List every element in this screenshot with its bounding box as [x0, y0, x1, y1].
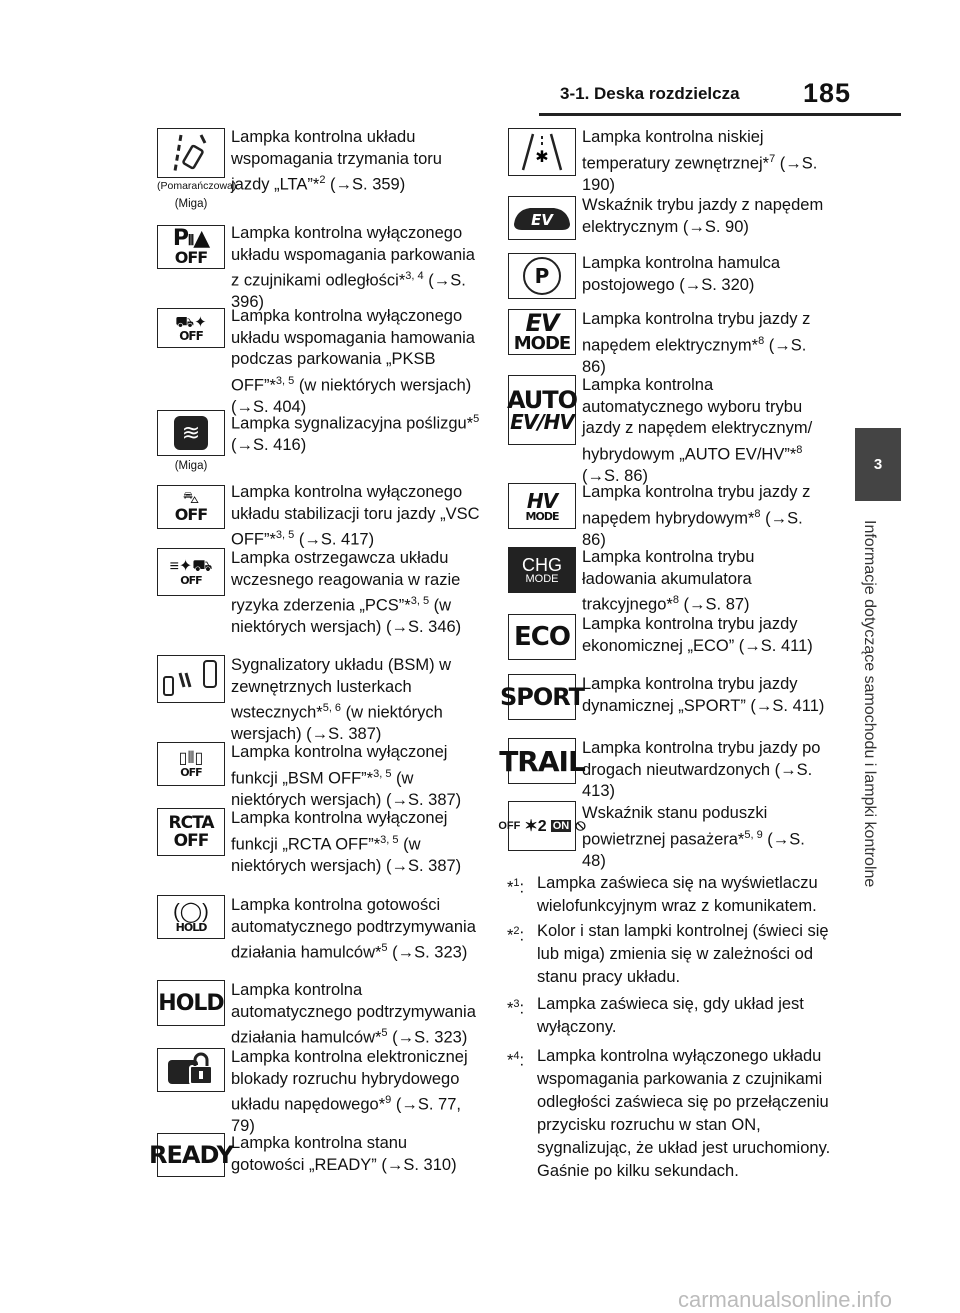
right-indicator-description: Lampka kontrolna trybu jazdy z napędem elektrycznym*$^8$ (→S. 86)	[582, 310, 811, 376]
vsc-off-icon: ⛍ OFF	[157, 485, 225, 529]
footnote-text: Lampka zaświeca się na wyświetlaczu wielofunkcyjnym wraz z komunikatem.	[537, 874, 818, 915]
left-indicator-description: Lampka kontrolna wyłączonej funkcji „RCTA OFF”*$^{3, 5}$ (w niektórych wersjach) (→S. 387)	[231, 809, 462, 875]
ready-icon: READY	[157, 1133, 225, 1177]
right-indicator-description: Lampka kontrolna trybu jazdy dynamicznej „SPORT” (→S. 411)	[582, 675, 825, 715]
right-indicator-description: Lampka kontrolna automatycznego wyboru trybu jazdy z napędem elektrycznym/ hybrydowym „AUTO EV/HV”*$^8$ (→S. 86)	[582, 376, 813, 485]
left-indicator-description: Lampka ostrzegawcza układu wczesnego reagowania w razie ryzyka zderzenia „PCS”*$^{3, 5}$ (w niektórych wersjach) (→S. 346)	[231, 549, 462, 636]
auto-ev-hv-icon: AUTO EV/HV	[508, 375, 576, 445]
slip-icon: ≋	[157, 410, 225, 456]
color-note: (Pomarańczowa)	[157, 180, 237, 192]
header-rule	[539, 113, 901, 116]
hold-ready-icon: (◯) HOLD	[157, 895, 225, 939]
right-indicator-description: Lampka kontrolna hamulca postojowego (→S. 320)	[582, 254, 781, 294]
chapter-side-title: Informacje dotyczące samochodu i lampki kontrolne	[861, 520, 878, 888]
left-indicator-description: Lampka kontrolna wyłączonego układu wspomagania hamowania podczas parkowania „PKSB OFF”*$^{3, 5}$ (w niektórych wersjach) (→S. 404)	[231, 307, 475, 416]
right-indicator-description: Lampka kontrolna trybu ładowania akumulatora trakcyjnego*$^8$ (→S. 87)	[582, 548, 755, 614]
bsm-icon	[157, 655, 225, 703]
right-indicator-description: Wskaźnik trybu jazdy z napędem elektrycznym (→S. 90)	[582, 196, 824, 236]
trail-icon: TRAIL	[508, 738, 576, 784]
left-indicator-description: Lampka kontrolna stanu gotowości „READY” (→S. 310)	[231, 1134, 457, 1174]
sport-icon: SPORT	[508, 674, 576, 720]
low-temp-icon	[508, 128, 576, 176]
chapter-tab: 3	[855, 428, 901, 501]
page-number: 185	[803, 78, 852, 108]
left-indicator-description: Lampka kontrolna wyłączonej funkcji „BSM OFF”*$^{3, 5}$ (w niektórych wersjach) (→S. 387)	[231, 743, 462, 809]
left-indicator-description: Lampka kontrolna wyłączonego układu wspomagania parkowania z czujnikami odległości*$^{3, 4}$ (→S. 396)	[231, 224, 475, 311]
right-indicator-description: Lampka kontrolna niskiej temperatury zewnętrznej*$^7$ (→S. 190)	[582, 128, 818, 194]
eco-icon: ECO	[508, 614, 576, 660]
left-indicator-description: Sygnalizatory układu (BSM) w zewnętrznych lusterkach wstecznych*$^{5, 6}$ (w niektórych wersjach) (→S. 387)	[231, 656, 452, 743]
right-indicator-description: Lampka kontrolna trybu jazdy ekonomicznej „ECO” (→S. 411)	[582, 615, 813, 655]
svg-text:✱: ✱	[535, 147, 549, 166]
left-indicator-description: Lampka sygnalizacyjna poślizgu*$^5$ (→S. 416)	[231, 413, 480, 454]
section-title: 3-1. Deska rozdzielcza	[560, 84, 740, 103]
lta-icon	[157, 128, 225, 178]
watermark: carmanualsonline.info	[678, 1287, 893, 1312]
footnote-mark: *$^4$:	[507, 1050, 525, 1070]
blink-note: (Miga)	[174, 460, 208, 472]
parking-sensor-off-icon: P⦀▲ OFF	[157, 225, 225, 269]
ev-mode-icon: EV MODE	[508, 309, 576, 355]
left-indicator-description: Lampka kontrolna wyłączonego układu stabilizacji toru jazdy „VSC OFF”*$^{3, 5}$ (→S. 417)	[231, 483, 480, 549]
right-indicator-description: Wskaźnik stanu poduszki powietrznej pasażera*$^{5, 9}$ (→S. 48)	[582, 804, 805, 870]
chg-mode-icon: CHG MODE	[508, 547, 576, 593]
footnote-text: Lampka kontrolna wyłączonego układu wspomagania parkowania z czujnikami odległości zaświeca się po przełączeniu przycisku rozruchu w stan ON, sygnalizując, że układ jest uruchomiony. Gaśnie po kilku sekundach.	[537, 1047, 831, 1180]
hold-icon: HOLD	[157, 980, 225, 1026]
left-indicator-description: Lampka kontrolna gotowości automatycznego podtrzymywania działania hamulców*$^5$ (→S. 323)	[231, 896, 476, 962]
footnote-mark: *$^2$:	[507, 925, 525, 945]
left-indicator-description: Lampka kontrolna elektronicznej blokady rozruchu hybrydowego układu napędowego*$^9$ (→S. 77, 79)	[231, 1048, 468, 1135]
pksb-off-icon: ⛟✦ OFF	[157, 308, 225, 348]
pcs-icon: ≡✦⛟ OFF	[157, 548, 225, 596]
footnote-text: Lampka zaświeca się, gdy układ jest wyłączony.	[537, 995, 804, 1036]
rcta-off-icon: RCTA OFF	[157, 808, 225, 856]
immobilizer-icon	[157, 1048, 225, 1092]
footnote-text: Kolor i stan lampki kontrolnej (świeci się lub miga) zmienia się w zależności od stanu pracy układu.	[537, 922, 829, 986]
left-indicator-description: Lampka kontrolna automatycznego podtrzymywania działania hamulców*$^5$ (→S. 323)	[231, 981, 476, 1047]
blink-note: (Miga)	[174, 198, 208, 210]
footnote-mark: *$^3$:	[507, 998, 525, 1018]
bsm-off-icon: ▯⦀▯ OFF	[157, 742, 225, 786]
right-indicator-description: Lampka kontrolna trybu jazdy z napędem hybrydowym*$^8$ (→S. 86)	[582, 483, 811, 549]
svg-text:EV: EV	[531, 211, 553, 229]
parking-brake-icon: P	[508, 253, 576, 299]
left-indicator-description: Lampka kontrolna układu wspomagania trzymania toru jazdy „LTA”*$^2$ (→S. 359)	[231, 128, 442, 194]
ev-indicator-icon	[508, 196, 576, 240]
passenger-airbag-icon: OFF ✶2 ON ⦸	[508, 801, 576, 851]
icon-note	[157, 458, 225, 474]
icon-note	[157, 180, 237, 212]
footnote-mark: *$^1$:	[507, 877, 525, 897]
right-indicator-description: Lampka kontrolna trybu jazdy po drogach nieutwardzonych (→S. 413)	[582, 739, 821, 800]
hv-mode-icon: HV MODE	[508, 483, 576, 529]
